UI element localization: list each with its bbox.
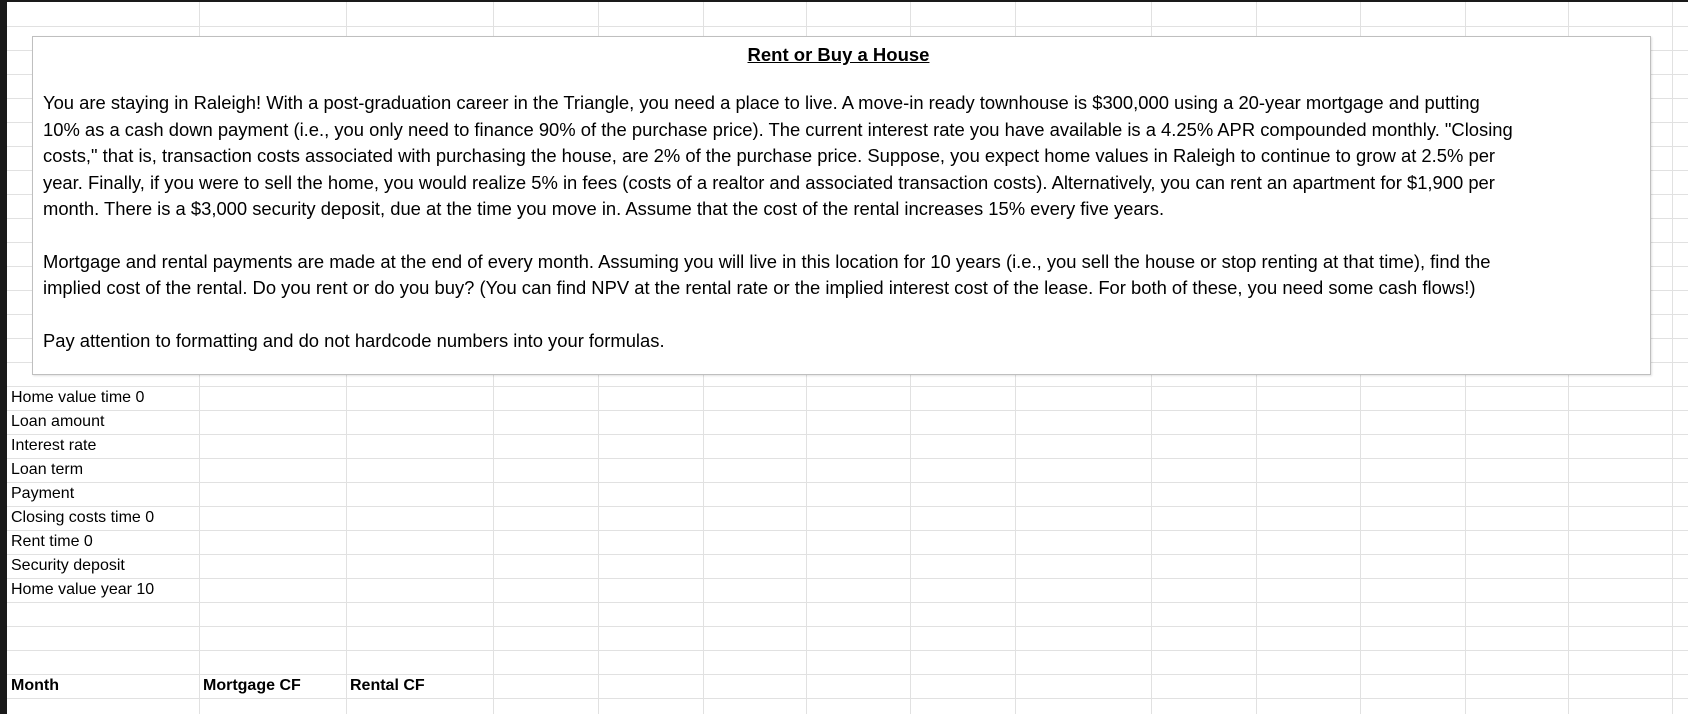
grid-row-line [7,626,1688,627]
label-closing-costs-time-0[interactable]: Closing costs time 0 [11,509,155,526]
grid-row-line [7,698,1688,699]
paragraph-line: Pay attention to formatting and do not hardcode numbers into your formulas. [43,329,665,351]
grid-row-line [7,26,1688,27]
label-loan-term[interactable]: Loan term [11,461,84,478]
grid-row-line [7,482,1688,483]
grid-column-line [1672,2,1673,714]
label-loan-amount[interactable]: Loan amount [11,413,105,430]
grid-row-line [7,578,1688,579]
grid-row-line [7,530,1688,531]
paragraph-line: costs," that is, transaction costs associated with purchasing the house, are 2% of the purchase price. Suppose, you expect home values in Raleigh to continue to grow at 2.5% per [43,145,1496,166]
paragraph-line: You are staying in Raleigh! With a post-graduation career in the Triangle, you need a place to live. A move-in ready townhouse is $300,000 using a 20-year mortgage and putting [43,92,1480,113]
grid-row-line [7,506,1688,507]
label-interest-rate[interactable]: Interest rate [11,437,97,454]
instructions-text-box[interactable] [32,36,1651,375]
paragraph-line: implied cost of the rental. Do you rent or do you buy? (You can find NPV at the rental rate or the implied interest cost of the lease. For both of these, you need some cash flows!) [43,277,1476,298]
instructions-paragraph-1 [43,90,1634,223]
paragraph-line: Mortgage and rental payments are made at the end of every month. Assuming you will live in this location for 10 years (i.e., you sell the house or stop renting at that time), find the [43,250,1491,272]
grid-row-line [7,650,1688,651]
paragraph-line: year. Finally, if you were to sell the home, you would realize 5% in fees (costs of a realtor and associated transaction costs). Alternatively, you can rent an apartment for $1,900 per [43,171,1495,193]
grid-row-line [7,410,1688,411]
window-left-edge [0,0,7,714]
instructions-paragraph-2 [43,249,1634,302]
grid-row-line [7,434,1688,435]
header-month[interactable]: Month [11,677,59,694]
label-home-value-year-10[interactable]: Home value year 10 [11,581,155,598]
grid-row-line [7,458,1688,459]
grid-row-line [7,602,1688,603]
label-home-value-time-0[interactable]: Home value time 0 [11,389,145,406]
header-mortgage-cf[interactable]: Mortgage CF [203,677,301,694]
label-security-deposit[interactable]: Security deposit [11,557,125,574]
instructions-title: Rent or Buy a House [747,44,930,65]
label-payment[interactable]: Payment [11,485,75,502]
grid-row-line [7,386,1688,387]
instructions-paragraph-3 [43,328,1634,355]
window-top-edge [0,0,1688,2]
label-rent-time-0[interactable]: Rent time 0 [11,533,93,550]
paragraph-line: month. There is a $3,000 security deposit, due at the time you move in. Assume that the cost of the rental increases 15% every five years. [43,198,1165,219]
grid-row-line [7,554,1688,555]
paragraph-line: 10% as a cash down payment (i.e., you only need to finance 90% of the purchase price). The current interest rate you have available is a 4.25% APR compounded monthly. "Closing [43,118,1513,140]
header-rental-cf[interactable]: Rental CF [350,677,425,694]
